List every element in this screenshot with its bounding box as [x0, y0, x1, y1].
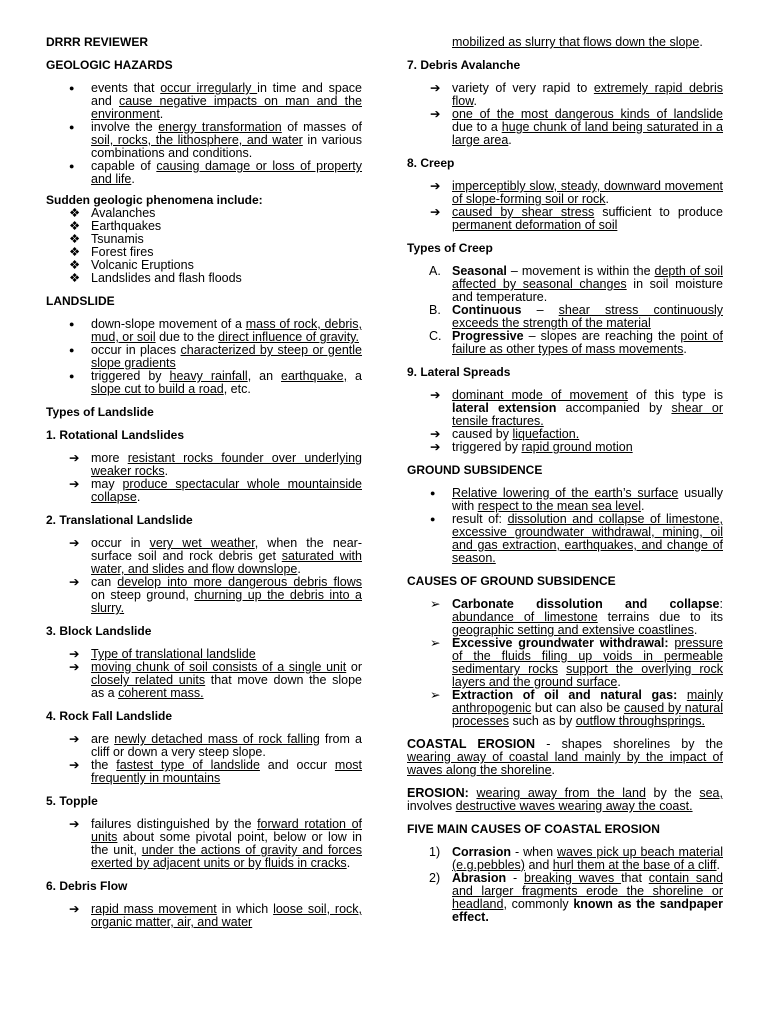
underlined-text: direct influence of gravity.	[218, 330, 359, 344]
diamond-bullet-icon: ❖	[69, 258, 81, 272]
underlined-text: resistant rocks founder over underlying weaker rocks	[91, 451, 362, 478]
underlined-text: imperceptibly slow, steady, downward movement of slope-forming soil or rock	[452, 179, 723, 206]
text-run: .	[605, 192, 610, 206]
erosion-paragraph	[407, 787, 723, 813]
text-run: triggered by	[452, 440, 522, 454]
bullet-list	[407, 389, 723, 454]
bold-text: Progressive	[452, 329, 524, 343]
bullet-list	[46, 207, 362, 285]
list-item-text: Earthquakes	[91, 219, 162, 233]
triangle-bullet-icon: ➢	[430, 636, 441, 650]
list-item	[46, 903, 362, 929]
underlined-text: wearing away from the land	[476, 786, 646, 800]
underlined-text: shear stress continuously exceeds the strength of the material	[452, 303, 723, 330]
underlined-text: respect to the mean sea level	[477, 499, 641, 513]
text-run: , etc.	[223, 382, 251, 396]
underlined-text: produce spectacular whole mountainside collapse	[91, 477, 362, 504]
underlined-text: support the overlying rock layers and the ground surface	[452, 662, 723, 689]
text-run: - when	[511, 845, 558, 859]
text-run: that move down the slope as a	[91, 673, 362, 700]
text-run: from a cliff or down a very steep slope.	[91, 732, 362, 759]
spacer	[407, 147, 723, 157]
underlined-text: causing damage or loss of property and life	[91, 159, 362, 186]
arrow-bullet-icon: ➔	[69, 817, 80, 831]
list-item	[46, 759, 362, 785]
underlined-text: under the actions of gravity and forces exerted by adjacent units or by fluids in cracks	[91, 843, 362, 870]
list-item	[46, 818, 362, 870]
text-run: more	[91, 451, 128, 465]
list-item	[407, 689, 723, 728]
text-run: down-slope movement of a	[91, 317, 246, 331]
text-run: a	[347, 369, 362, 383]
text-run: .	[641, 499, 645, 513]
list-item	[46, 733, 362, 759]
bullet-list	[46, 818, 362, 870]
text-run: that	[621, 871, 649, 885]
underlined-text: abundance of limestone	[452, 610, 598, 624]
underlined-text: extremely rapid debris flow	[452, 81, 723, 108]
text-run: such as by	[508, 714, 576, 728]
underlined-text: outflow throughsprings.	[575, 714, 705, 728]
text-run: of this type is	[627, 388, 723, 402]
underlined-text: soil, rocks, the lithosphere, and water	[91, 133, 303, 147]
text-run: .	[508, 133, 512, 147]
bullet-list	[46, 648, 362, 700]
list-marker: A.	[429, 264, 441, 278]
list-item	[407, 304, 723, 330]
underlined-text: sea,	[699, 786, 723, 800]
diamond-bullet-icon: ❖	[69, 232, 81, 246]
list-marker: C.	[429, 329, 442, 343]
bullet-dot-icon: ●	[69, 319, 75, 329]
continued-text	[407, 36, 723, 49]
text-run: .	[159, 107, 164, 121]
underlined-text: mobilized as slurry that flows down the slope	[452, 35, 700, 49]
text-run: :	[719, 597, 723, 611]
underlined-text: saturated with water, and slides and flow downslope	[91, 549, 362, 576]
underlined-text: rapid ground motion	[521, 440, 633, 454]
bold-text: known as the sandpaper effect.	[452, 897, 723, 924]
arrow-bullet-icon: ➔	[69, 451, 80, 465]
bold-text: Continuous	[452, 303, 522, 317]
text-run: events that	[91, 81, 161, 95]
bold-text: Excessive groundwater withdrawal:	[452, 636, 675, 650]
text-run: on steep ground,	[91, 588, 195, 602]
underlined-text: occur irregularly	[160, 81, 258, 95]
bold-text: Abrasion	[452, 871, 507, 885]
underlined-text: depth of soil affected by seasonal changes	[452, 264, 723, 291]
text-run: involves	[407, 799, 456, 813]
list-item-text: Volcanic Eruptions	[91, 258, 194, 272]
text-run: .	[699, 35, 703, 49]
bullet-list	[46, 318, 362, 396]
underlined-text: energy transformation	[158, 120, 282, 134]
underlined-text: coherent mass.	[118, 686, 204, 700]
bullet-dot-icon: ●	[69, 83, 75, 93]
arrow-bullet-icon: ➔	[430, 440, 441, 454]
text-run: may	[91, 477, 123, 491]
subsection-heading: 7. Debris Avalanche	[407, 58, 521, 72]
text-run: failures distinguished by the	[91, 817, 258, 831]
arrow-bullet-icon: ➔	[69, 536, 80, 550]
underlined-text: one of the most dangerous kinds of landslide	[452, 107, 723, 121]
text-run: capable of	[91, 159, 157, 173]
list-item	[407, 180, 723, 206]
underlined-text: dominant mode of movement	[452, 388, 628, 402]
text-run: and	[524, 858, 553, 872]
bullet-list	[407, 487, 723, 565]
text-run: .	[131, 172, 135, 186]
text-run: .	[164, 464, 169, 478]
bullet-list	[407, 82, 723, 147]
underlined-text: shear or tensile fractures.	[452, 401, 723, 428]
text-run: are	[91, 732, 115, 746]
bullet-list	[46, 82, 362, 186]
bold-text: lateral extension	[452, 401, 557, 415]
bullet-dot-icon: ●	[430, 514, 436, 524]
text-run: -	[506, 871, 525, 885]
bullet-dot-icon: ●	[69, 122, 75, 132]
list-item	[407, 82, 723, 108]
list-item	[46, 82, 362, 121]
text-run: in which	[216, 902, 274, 916]
list-item	[46, 121, 362, 160]
underlined-text: develop into more dangerous debris flows	[117, 575, 362, 589]
text-run	[558, 662, 566, 676]
text-run: can	[91, 575, 118, 589]
underlined-text: fastest type of landslide	[116, 758, 260, 772]
list-marker: B.	[429, 303, 441, 317]
arrow-bullet-icon: ➔	[430, 179, 441, 193]
bold-text: EROSION:	[407, 786, 477, 800]
arrow-bullet-icon: ➔	[430, 107, 441, 121]
triangle-bullet-icon: ➢	[430, 688, 441, 702]
bullet-dot-icon: ●	[69, 371, 75, 381]
underlined-text: Type of translational landslide	[91, 647, 256, 661]
subsection-heading: 6. Debris Flow	[46, 879, 128, 893]
bullet-list	[46, 733, 362, 785]
section-heading: Types of Landslide	[46, 405, 154, 419]
section-heading: GROUND SUBSIDENCE	[407, 463, 543, 477]
text-run: .	[473, 94, 478, 108]
arrow-bullet-icon: ➔	[69, 575, 80, 589]
arrow-bullet-icon: ➔	[69, 660, 80, 674]
text-run: but can also be	[531, 701, 624, 715]
text-run: .	[346, 856, 351, 870]
list-item	[407, 513, 723, 565]
underlined-text: characterized by steep or gentle slope gradients	[91, 343, 362, 370]
text-run: .	[683, 342, 687, 356]
bullet-list	[407, 598, 723, 728]
text-run: – movement is within the	[506, 264, 655, 278]
text-run: and occur	[259, 758, 335, 772]
underlined-text: forward rotation of units	[91, 817, 362, 844]
subsection-heading: 3. Block Landslide	[46, 624, 152, 638]
underlined-text: newly detached mass of rock falling	[114, 732, 320, 746]
text-run: the	[91, 758, 117, 772]
text-run: accompanied by	[556, 401, 672, 415]
section-heading: GEOLOGIC HAZARDS	[46, 58, 173, 72]
underlined-text: very wet weather	[149, 536, 255, 550]
diamond-bullet-icon: ❖	[69, 219, 81, 233]
coastal-erosion-paragraph	[407, 738, 723, 777]
underlined-text: wearing away of coastal land mainly by the impact of waves along the shoreline	[407, 750, 723, 777]
list-item	[46, 478, 362, 504]
underlined-text: caused by natural processes	[452, 701, 723, 728]
list-item	[46, 537, 362, 576]
list-item-text: Forest fires	[91, 245, 154, 259]
subsection-heading: 2. Translational Landslide	[46, 513, 193, 527]
text-run: about some pivotal point, below or low in the unit,	[91, 830, 362, 857]
underlined-text: hurl them at the base of a cliff	[552, 858, 717, 872]
underlined-text: cause negative impacts on man and the environment	[91, 94, 362, 121]
text-run: involve the	[91, 120, 159, 134]
underlined-text: huge chunk of land being saturated in a large area	[452, 120, 723, 147]
ordered-list	[407, 265, 723, 356]
bold-text: COASTAL EROSION	[407, 737, 536, 751]
bold-text: Extraction of oil and natural gas:	[452, 688, 687, 702]
text-run: sufficient to produce	[594, 205, 723, 219]
bullet-dot-icon: ●	[69, 161, 75, 171]
page-title: DRRR REVIEWER	[46, 35, 149, 49]
text-run: .	[716, 858, 721, 872]
underlined-text: earthquake,	[281, 369, 348, 383]
text-run: .	[136, 490, 141, 504]
text-run: .	[693, 623, 698, 637]
arrow-bullet-icon: ➔	[69, 902, 80, 916]
text-run: .	[617, 675, 621, 689]
text-run: in time and space and	[91, 81, 363, 108]
list-item	[407, 637, 723, 689]
section-heading: CAUSES OF GROUND SUBSIDENCE	[407, 574, 616, 588]
underlined-text: closely related units	[91, 673, 206, 687]
text-run: , commonly	[503, 897, 574, 911]
text-run: in various combinations and conditions.	[91, 133, 362, 160]
list-item	[407, 872, 723, 924]
bullet-dot-icon: ●	[69, 345, 75, 355]
bold-text: Corrasion	[452, 845, 512, 859]
bullet-list	[46, 903, 362, 929]
text-run: –	[521, 303, 559, 317]
underlined-text: mass of rock, debris, mud, or soil	[91, 317, 362, 344]
subsection-heading: 9. Lateral Spreads	[407, 365, 511, 379]
list-item	[46, 344, 362, 370]
underlined-text: loose soil, rock, organic matter, air, and water	[91, 902, 362, 929]
text-run: due to a	[452, 120, 502, 134]
list-item-text: Landslides and flash floods	[91, 271, 242, 285]
list-marker: 2)	[429, 871, 441, 885]
list-item-text: Avalanches	[91, 206, 156, 220]
text-run: of masses of	[281, 120, 362, 134]
underlined-text: liquefaction.	[512, 427, 580, 441]
arrow-bullet-icon: ➔	[69, 477, 80, 491]
underlined-text: most frequently in mountains	[91, 758, 362, 785]
text-run: .	[297, 562, 301, 576]
underlined-text: waves pick up beach material (e.g.pebbles)	[452, 845, 723, 872]
text-run: usually with	[452, 486, 723, 513]
arrow-bullet-icon: ➔	[430, 427, 441, 441]
bullet-list	[46, 452, 362, 504]
underlined-text: breaking waves	[524, 871, 622, 885]
text-run: or	[346, 660, 362, 674]
text-run: result of:	[452, 512, 508, 526]
triangle-bullet-icon: ➢	[430, 597, 441, 611]
list-item	[46, 272, 362, 285]
underlined-text: slope cut to build a road	[91, 382, 224, 396]
list-item	[46, 576, 362, 615]
diamond-bullet-icon: ❖	[69, 206, 81, 220]
underlined-text: point of failure as other types of mass movements	[452, 329, 723, 356]
underlined-text: caused by shear stress	[452, 205, 595, 219]
text-run: variety of very rapid to	[452, 81, 594, 95]
text-run: - shapes shorelines by the	[535, 737, 723, 751]
underlined-text: geographic setting and extensive coastlines	[452, 623, 694, 637]
text-run: by the	[645, 786, 700, 800]
list-marker: 1)	[429, 845, 441, 859]
list-item-text: Tsunamis	[91, 232, 144, 246]
list-item	[407, 206, 723, 232]
list-item	[407, 108, 723, 147]
text-run: caused by	[452, 427, 513, 441]
diamond-bullet-icon: ❖	[69, 245, 81, 259]
list-item	[407, 265, 723, 304]
bullet-dot-icon: ●	[430, 488, 436, 498]
right-column	[407, 0, 723, 924]
list-item	[407, 389, 723, 428]
underlined-text: heavy rainfall	[169, 369, 248, 383]
arrow-bullet-icon: ➔	[430, 81, 441, 95]
text-run: , an	[247, 369, 282, 383]
subsection-heading: 5. Topple	[46, 794, 98, 808]
underlined-text: churning up the debris into a slurry.	[91, 588, 362, 615]
text-run: due to the	[155, 330, 219, 344]
bullet-list	[46, 537, 362, 615]
underlined-text: Relative lowering of the earth’s surface	[452, 486, 679, 500]
section-heading: LANDSLIDE	[46, 294, 115, 308]
list-item	[46, 370, 362, 396]
ordered-list	[407, 846, 723, 924]
subsection-heading: 4. Rock Fall Landslide	[46, 709, 173, 723]
diamond-bullet-icon: ❖	[69, 271, 81, 285]
bullet-list	[407, 180, 723, 232]
section-heading: Sudden geologic phenomena include:	[46, 193, 263, 207]
subsection-heading: 8. Creep	[407, 156, 455, 170]
list-item	[46, 661, 362, 700]
underlined-text: dissolution and collapse of limestone, excessive groundwater withdrawal, mining, oil and gas extraction, earthquakes, and change of season.	[452, 512, 723, 565]
text-run: occur in places	[91, 343, 181, 357]
list-item	[407, 330, 723, 356]
list-item	[407, 598, 723, 637]
underlined-text: destructive waves wearing away the coast.	[455, 799, 693, 813]
list-item	[407, 441, 723, 454]
underlined-text: mainly anthropogenic	[452, 688, 723, 715]
text-run: occur in	[91, 536, 150, 550]
underlined-text: contain sand and larger fragments erode the shoreline or headland	[452, 871, 723, 911]
section-heading: FIVE MAIN CAUSES OF COASTAL EROSION	[407, 822, 660, 836]
list-item	[407, 846, 723, 872]
list-item	[46, 318, 362, 344]
arrow-bullet-icon: ➔	[430, 388, 441, 402]
left-column	[46, 0, 362, 929]
text-run: , when the near-surface soil and rock debris get	[91, 536, 362, 563]
arrow-bullet-icon: ➔	[69, 647, 80, 661]
underlined-text: rapid mass movement	[91, 902, 217, 916]
list-item	[46, 160, 362, 186]
list-item	[46, 452, 362, 478]
underlined-text: pressure of the fluids filing up voids in permeable sedimentary rocks	[452, 636, 723, 676]
text-run: in soil moisture and temperature.	[452, 277, 723, 304]
text-run: triggered by	[91, 369, 170, 383]
text-run: terrains due to its	[597, 610, 723, 624]
list-item	[407, 487, 723, 513]
arrow-bullet-icon: ➔	[430, 205, 441, 219]
text-run: .	[551, 763, 556, 777]
arrow-bullet-icon: ➔	[69, 732, 80, 746]
arrow-bullet-icon: ➔	[69, 758, 80, 772]
subsection-heading: 1. Rotational Landslides	[46, 428, 185, 442]
bold-text: Carbonate dissolution and collapse	[452, 597, 720, 611]
text-run: – slopes are reaching the	[523, 329, 681, 343]
subsection-heading: Types of Creep	[407, 241, 493, 255]
bold-text: Seasonal	[452, 264, 507, 278]
underlined-text: moving chunk of soil consists of a single unit	[91, 660, 347, 674]
underlined-text: permanent deformation of soil	[452, 218, 618, 232]
